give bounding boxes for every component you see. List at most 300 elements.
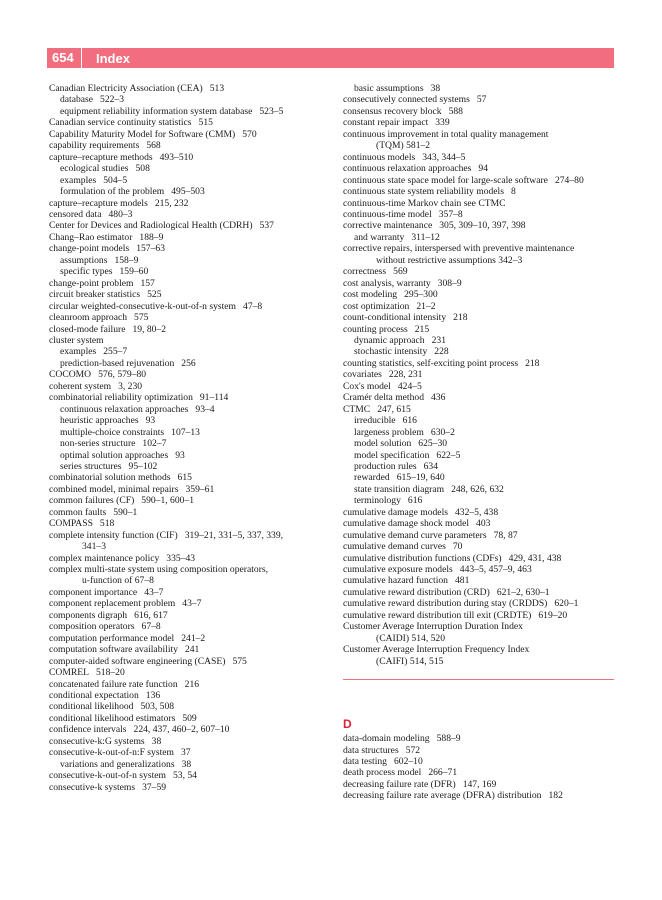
index-term: counting process — [343, 323, 408, 335]
left-index-column — [49, 83, 329, 793]
index-entry — [49, 198, 329, 209]
index-term: basic assumptions — [354, 83, 424, 94]
index-entry — [49, 610, 329, 621]
index-subentry — [49, 106, 329, 117]
page-reference: 158–9 — [114, 254, 139, 266]
page-reference: 93 — [145, 415, 156, 427]
index-term: combinatorial solution methods — [49, 472, 171, 484]
page-reference: 630–2 — [430, 426, 455, 438]
index-entry — [49, 770, 329, 781]
index-term: cumulative distribution functions (CDFs) — [343, 552, 502, 564]
page-reference: 503, 508 — [140, 701, 175, 713]
page-reference: 215, 232 — [154, 197, 189, 209]
index-entry — [343, 301, 623, 312]
index-term: corrective maintenance — [343, 220, 433, 232]
index-term: combinatorial reliability optimization — [49, 392, 193, 404]
index-entry — [343, 644, 623, 667]
index-term: Cox's model — [343, 380, 391, 392]
page-reference: 615–19, 640 — [396, 472, 445, 484]
index-entry — [343, 198, 623, 209]
index-term: CTMC — [343, 403, 371, 415]
index-term: equipment reliability information system database — [60, 105, 253, 117]
page-reference: 508 — [135, 163, 150, 175]
index-entry — [343, 243, 623, 266]
index-entry — [49, 679, 329, 690]
page-reference: 295–300 — [404, 289, 438, 301]
index-term: cost modeling — [343, 289, 398, 301]
index-entry — [343, 518, 623, 529]
index-subentry — [343, 450, 623, 461]
page-reference: 37–59 — [142, 781, 167, 793]
index-subentry — [49, 346, 329, 357]
page-reference: 70 — [452, 541, 463, 553]
index-term: complex multi-state system using composition operators, — [49, 564, 269, 576]
index-continuation: 341–3 — [82, 541, 106, 553]
page-reference: 231 — [431, 334, 446, 346]
page-reference: 91–114 — [199, 392, 229, 404]
index-entry — [343, 790, 623, 801]
page-reference: 403 — [476, 518, 491, 530]
index-term: cluster system — [49, 334, 104, 346]
page-reference: 522–3 — [100, 94, 125, 106]
page-reference: 515 — [198, 117, 213, 129]
page-reference: 513 — [209, 83, 225, 94]
index-term: formulation of the problem — [60, 186, 165, 198]
index-term: circular weighted-consecutive-k-out-of-n system — [49, 300, 237, 312]
index-entry — [49, 232, 329, 243]
index-term: constant repair impact — [343, 117, 429, 129]
page-reference: 241–2 — [181, 632, 206, 644]
index-entry — [49, 495, 329, 506]
index-term: optimal solution approaches — [60, 449, 169, 461]
index-term: terminology — [354, 495, 401, 507]
index-term: decreasing failure rate (DFR) — [343, 778, 456, 790]
index-entry — [49, 530, 329, 553]
page-reference: 525 — [147, 289, 162, 301]
index-entry — [343, 733, 623, 744]
page-reference: 443–5, 457–9, 463 — [459, 564, 532, 576]
index-term: computation software availability — [49, 644, 178, 656]
index-subentry — [343, 461, 623, 472]
page-reference: 57 — [476, 94, 487, 106]
page-reference: 523–5 — [259, 105, 284, 117]
index-term: cumulative demand curve parameters — [343, 529, 487, 541]
index-term: COMREL — [49, 667, 89, 679]
page-reference: 576, 579–80 — [98, 369, 147, 381]
page-reference: 67–8 — [141, 621, 161, 633]
index-term: correctness — [343, 266, 387, 278]
page-reference: 188–9 — [139, 231, 164, 243]
index-term: heuristic approaches — [60, 415, 139, 427]
page-reference: 424–5 — [397, 380, 422, 392]
index-entry — [343, 117, 623, 128]
index-term: database — [60, 94, 94, 106]
index-entry — [49, 301, 329, 312]
index-entry — [343, 358, 623, 369]
index-term: COMPASS — [49, 518, 93, 530]
page-reference: 224, 437, 460–2, 607–10 — [133, 724, 230, 736]
page-reference: 147, 169 — [462, 778, 497, 790]
page-reference: 107–13 — [171, 426, 200, 438]
page-header — [47, 48, 614, 68]
index-subentry — [49, 404, 329, 415]
page-reference: 570 — [242, 128, 257, 140]
index-entry — [343, 553, 623, 564]
page-reference: 588–9 — [436, 733, 461, 745]
index-entry — [343, 94, 623, 105]
index-entry — [49, 656, 329, 667]
page-reference: 616 — [402, 415, 417, 427]
index-term: Canadian service continuity statistics — [49, 117, 192, 129]
index-term: composition operators — [49, 621, 135, 633]
page-reference: 38 — [181, 758, 192, 770]
index-term: decreasing failure rate average (DFRA) distribution — [343, 790, 542, 802]
index-entry — [49, 518, 329, 529]
index-term: computer-aided software engineering (CASE) — [49, 655, 226, 667]
index-term: Chang–Rao estimator — [49, 231, 133, 243]
index-term: Capability Maturity Model for Software (CMM) — [49, 128, 236, 140]
page-reference: 53, 54 — [172, 770, 197, 782]
index-term: cumulative exposure models — [343, 564, 453, 576]
index-entry — [343, 610, 623, 621]
index-entry — [343, 745, 623, 756]
page-reference: 537 — [259, 220, 274, 232]
index-entry — [343, 220, 623, 231]
index-term: common faults — [49, 506, 107, 518]
index-term: components digraph — [49, 609, 128, 621]
index-entry — [343, 767, 623, 778]
index-continuation: (TQM) 581–2 — [376, 140, 431, 152]
index-term: Customer Average Interruption Duration Index — [343, 621, 523, 633]
page-reference: 432–5, 438 — [454, 506, 499, 518]
page-reference: 311–12 — [411, 231, 440, 243]
page-reference: 436 — [431, 392, 446, 404]
index-term: capture–recapture models — [49, 197, 148, 209]
index-entry — [49, 381, 329, 392]
index-subentry — [49, 415, 329, 426]
index-term: continuous improvement in total quality management — [343, 128, 549, 140]
index-entry — [49, 484, 329, 495]
page-reference: 38 — [430, 83, 441, 94]
page-reference: 78, 87 — [493, 529, 518, 541]
index-term: data testing — [343, 756, 387, 768]
page-reference: 102–7 — [142, 438, 167, 450]
page-reference: 215 — [414, 323, 430, 335]
index-entry — [49, 736, 329, 747]
index-term: cumulative hazard function — [343, 575, 448, 587]
index-term: continuous relaxation approaches — [60, 403, 189, 415]
index-entry — [343, 575, 623, 586]
index-entry — [343, 779, 623, 790]
index-term: computation performance model — [49, 632, 175, 644]
index-term: dynamic approach — [354, 334, 425, 346]
index-entry — [49, 243, 329, 254]
index-entry — [49, 782, 329, 793]
index-term: Center for Devices and Radiological Health (CDRH) — [49, 220, 253, 232]
index-subentry — [343, 472, 623, 483]
page-reference: 335–43 — [166, 552, 196, 564]
page-reference: 308–9 — [437, 277, 462, 289]
index-continuation: (CAIDI) 514, 520 — [376, 632, 446, 644]
page-reference: 157 — [140, 277, 155, 289]
index-term: cumulative reward distribution till exit (CRDTE) — [343, 609, 532, 621]
index-entry — [343, 163, 623, 174]
page-reference: 588 — [448, 105, 463, 117]
page-reference: 568 — [146, 140, 161, 152]
index-term: confidence intervals — [49, 724, 127, 736]
index-subentry — [49, 255, 329, 266]
index-entry — [49, 507, 329, 518]
page-reference: 480–3 — [108, 208, 133, 220]
index-subentry — [49, 450, 329, 461]
page-reference: 634 — [423, 460, 439, 472]
page-reference: 38 — [151, 735, 162, 747]
index-term: irreducible — [354, 415, 396, 427]
index-term: change-point models — [49, 243, 130, 255]
index-subentry — [49, 438, 329, 449]
page-reference: 95–102 — [128, 460, 158, 472]
index-term: cumulative demand curves — [343, 541, 446, 553]
index-continuation: u-function of 67–8 — [82, 575, 154, 587]
index-subentry — [49, 266, 329, 277]
index-term: censored data — [49, 208, 102, 220]
page-reference: 218 — [525, 357, 540, 369]
index-term: consecutive-k-out-of-n system — [49, 770, 166, 782]
index-term: cumulative damage shock model — [343, 518, 470, 530]
index-term: prediction-based rejuvenation — [60, 357, 175, 369]
d-entries — [343, 733, 623, 802]
index-entry — [49, 117, 329, 128]
index-term: COCOMO — [49, 369, 92, 381]
index-subentry — [343, 346, 623, 357]
index-entry — [343, 564, 623, 575]
page-reference: 616 — [407, 495, 423, 507]
section-divider — [343, 679, 614, 680]
page-reference: 241 — [184, 644, 200, 656]
right-index-column — [343, 83, 623, 802]
section-letter: D — [343, 717, 352, 732]
index-entry — [343, 266, 623, 277]
index-subentry — [343, 335, 623, 346]
page-reference: 159–60 — [119, 266, 149, 278]
index-term: model solution — [354, 438, 412, 450]
index-term: cumulative reward distribution during stay (CRDDS) — [343, 598, 548, 610]
index-entry — [49, 83, 329, 94]
index-entry — [343, 404, 623, 415]
page-reference: 182 — [548, 790, 563, 802]
index-term: capability requirements — [49, 140, 140, 152]
index-term: data-domain modeling — [343, 733, 430, 745]
page-reference: 495–503 — [171, 186, 205, 198]
page-reference: 481 — [454, 575, 470, 587]
index-term: Customer Average Interruption Frequency Index — [343, 644, 530, 656]
index-term: production rules — [354, 460, 417, 472]
page-reference: 247, 615 — [377, 403, 411, 415]
index-entry — [49, 644, 329, 655]
index-term: consecutively connected systems — [343, 94, 470, 106]
index-term: complete intensity function (CIF) — [49, 529, 178, 541]
index-term: consensus recovery block — [343, 105, 442, 117]
index-term: conditional likelihood — [49, 701, 134, 713]
page-reference: 305, 309–10, 397, 398 — [439, 220, 526, 232]
index-term: complex maintenance policy — [49, 552, 160, 564]
page-reference: 621–2, 630–1 — [496, 586, 550, 598]
index-subentry — [49, 427, 329, 438]
page-reference: 359–61 — [185, 483, 215, 495]
index-entry — [49, 369, 329, 380]
index-entry — [343, 507, 623, 518]
index-term: capture–recapture methods — [49, 151, 153, 163]
index-entry — [343, 369, 623, 380]
index-entry — [343, 598, 623, 609]
page-reference: 518–20 — [95, 667, 125, 679]
page-reference: 37 — [180, 747, 191, 759]
index-term: consecutive-k:G systems — [49, 735, 145, 747]
index-term: concatenated failure rate function — [49, 678, 178, 690]
index-entry — [49, 724, 329, 735]
index-term: closed-mode failure — [49, 323, 126, 335]
index-term: cleanroom approach — [49, 312, 128, 324]
index-subentry — [49, 94, 329, 105]
index-term: count-conditional intensity — [343, 312, 447, 324]
index-entry — [49, 553, 329, 564]
index-term: covariates — [343, 369, 382, 381]
page-reference: 43–7 — [182, 598, 202, 610]
index-entry — [343, 756, 623, 767]
page-reference: 256 — [181, 357, 196, 369]
page-reference: 3, 230 — [118, 380, 143, 392]
page-reference: 509 — [182, 712, 197, 724]
page-reference: 43–7 — [144, 586, 164, 598]
index-term: continuous state space model for large-scale software — [343, 174, 548, 186]
index-term: specific types — [60, 266, 113, 278]
page-reference: 504–5 — [103, 174, 128, 186]
index-entry — [343, 289, 623, 300]
page-reference: 590–1, 600–1 — [141, 495, 195, 507]
page-reference: 575 — [134, 312, 149, 324]
index-term: counting statistics, self-exciting point process — [343, 357, 519, 369]
index-entry — [49, 209, 329, 220]
index-entry — [49, 713, 329, 724]
page-reference: 136 — [145, 690, 161, 702]
index-entry — [49, 472, 329, 483]
index-subentry — [49, 358, 329, 369]
index-term: cumulative reward distribution (CRD) — [343, 586, 490, 598]
index-subentry — [343, 495, 623, 506]
index-entry — [343, 392, 623, 403]
page-reference: 590–1 — [113, 506, 138, 518]
index-subentry — [49, 186, 329, 197]
index-entry — [49, 667, 329, 678]
page-reference: 248, 626, 632 — [451, 483, 504, 495]
index-term: component replacement problem — [49, 598, 176, 610]
index-term: Canadian Electricity Association (CEA) — [49, 83, 203, 94]
index-term: continuous state system reliability models — [343, 186, 504, 198]
index-term: state transition diagram — [354, 483, 445, 495]
index-subentry — [343, 232, 623, 243]
page-reference: 228 — [434, 346, 449, 358]
page-reference: 619–20 — [538, 609, 568, 621]
index-term: continuous-time model — [343, 208, 432, 220]
index-entry — [343, 186, 623, 197]
index-term: Cramér delta method — [343, 392, 424, 404]
page-reference: 429, 431, 438 — [508, 552, 562, 564]
page-reference: 8 — [510, 186, 516, 198]
page-reference: 21–2 — [416, 300, 436, 312]
page-reference: 493–510 — [159, 151, 194, 163]
index-term: ecological studies — [60, 163, 129, 175]
index-term: component importance — [49, 586, 138, 598]
index-entry — [49, 392, 329, 403]
page-reference: 228, 231 — [388, 369, 423, 381]
page-reference: 216 — [184, 678, 200, 690]
index-entry — [343, 312, 623, 323]
index-entry — [343, 541, 623, 552]
index-entry — [343, 324, 623, 335]
index-term: continuous relaxation approaches — [343, 163, 472, 175]
index-entry — [49, 587, 329, 598]
index-entry — [343, 175, 623, 186]
index-term: continuous-time Markov chain see CTMC — [343, 197, 506, 209]
page-title: Index — [96, 50, 130, 66]
index-entry — [49, 152, 329, 163]
index-entry — [343, 587, 623, 598]
index-term: variations and generalizations — [60, 758, 175, 770]
index-term: model specification — [354, 449, 430, 461]
page-reference: 518 — [99, 518, 115, 530]
index-entry — [49, 129, 329, 140]
page-reference: 575 — [232, 655, 247, 667]
index-term: cost analysis, warranty — [343, 277, 431, 289]
index-entry — [343, 129, 623, 152]
page-reference: 343, 344–5 — [422, 151, 466, 163]
index-term: consecutive-k-out-of-n:F system — [49, 747, 174, 759]
index-term: non-series structure — [60, 438, 136, 450]
index-subentry — [343, 427, 623, 438]
page-reference: 93 — [175, 449, 185, 461]
index-entry — [49, 324, 329, 335]
index-subentry — [49, 175, 329, 186]
index-entry — [343, 106, 623, 117]
index-subentry — [343, 484, 623, 495]
index-entry — [49, 278, 329, 289]
page-reference: 319–21, 331–5, 337, 339, — [184, 529, 284, 541]
page-reference: 569 — [393, 266, 408, 278]
page-reference: 339 — [435, 117, 450, 129]
index-term: circuit breaker statistics — [49, 289, 141, 301]
index-term: examples — [60, 346, 97, 358]
page-reference: 157–63 — [136, 243, 165, 255]
page-reference: 615 — [177, 472, 192, 484]
index-entry — [49, 701, 329, 712]
index-term: and warranty — [354, 231, 405, 243]
index-entry — [343, 530, 623, 541]
index-term: corrective repairs, interspersed with preventive maintenance — [343, 243, 575, 255]
page-reference: 274–80 — [554, 174, 584, 186]
index-term: series structures — [60, 460, 122, 472]
page-reference: 218 — [453, 312, 468, 324]
index-term: cumulative damage models — [343, 506, 448, 518]
page-reference: 266–71 — [428, 767, 458, 779]
index-entry — [343, 621, 623, 644]
page-reference: 19, 80–2 — [132, 323, 167, 335]
index-term: conditional expectation — [49, 690, 139, 702]
index-entry — [343, 381, 623, 392]
index-continuation: (CAIFI) 514, 515 — [376, 655, 444, 667]
index-entry — [49, 690, 329, 701]
index-continuation: without restrictive assumptions 342–3 — [376, 254, 523, 266]
index-entry — [49, 335, 329, 346]
